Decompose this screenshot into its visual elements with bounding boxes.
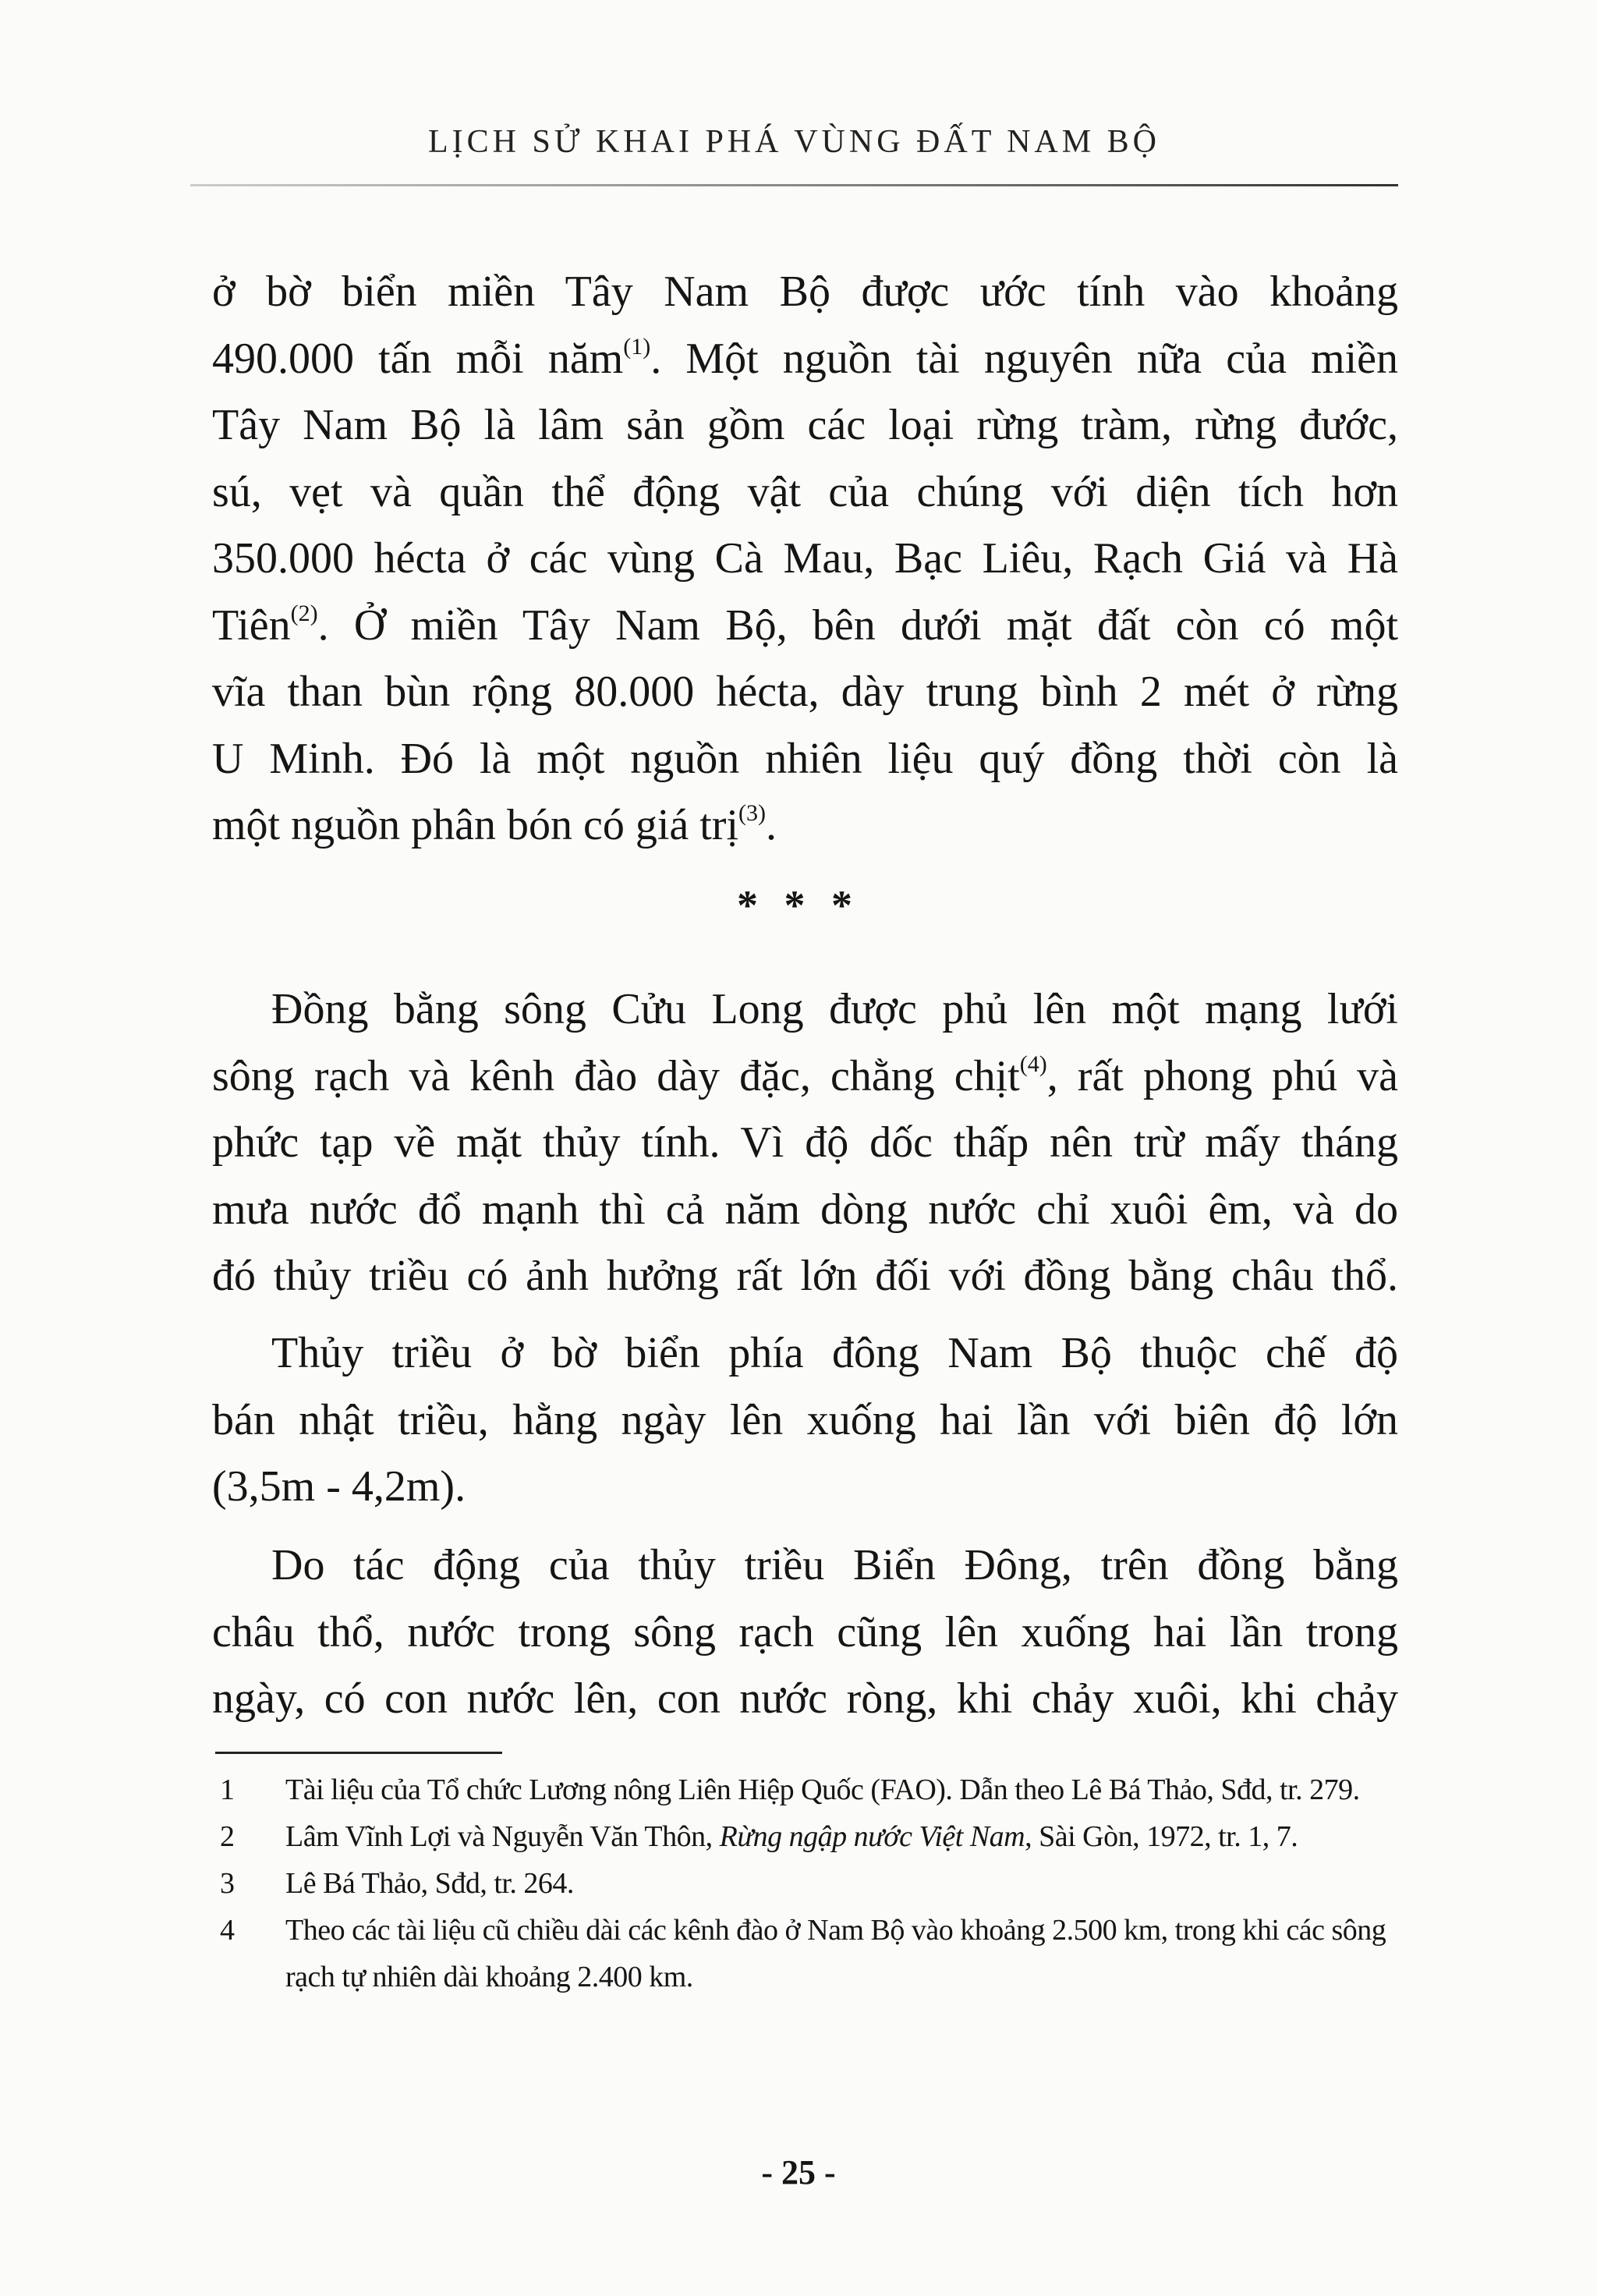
- footnote-text: [285, 1813, 1398, 1860]
- text-line: [212, 326, 1398, 393]
- text-run: sông rạch và kênh đào dày đặc, chằng chịt: [212, 1051, 1020, 1100]
- footnote-rule: [215, 1752, 502, 1754]
- footnote-text: [285, 1766, 1398, 1813]
- text-run: Tây Nam Bộ là lâm sản gồm các loại rừng tràm, rừng đước,: [212, 401, 1398, 449]
- page-number: - 25 -: [761, 2153, 836, 2191]
- paragraph: [212, 976, 1398, 1310]
- text-run: .: [766, 801, 777, 849]
- text-line: [212, 1666, 1398, 1733]
- footnote: [220, 1860, 1398, 1907]
- text-run: vĩa than bùn rộng 80.000 hécta, dày trung bình 2 mét ở rừng: [212, 668, 1398, 716]
- text-run: Do tác động của thủy triều Biển Đông, trên đồng bằng: [271, 1541, 1398, 1589]
- footnote-ref: (3): [738, 800, 766, 826]
- italic-title: Rừng ngập nước Việt Nam: [719, 1820, 1025, 1853]
- footnote-text: [285, 1860, 1398, 1907]
- text-run: ngày, có con nước lên, con nước ròng, khi chảy xuôi, khi chảy: [212, 1674, 1398, 1723]
- text-line: [212, 1043, 1398, 1111]
- text-line: [212, 1243, 1398, 1310]
- footnote-number: 1: [220, 1773, 235, 1806]
- text-run: , Sài Gòn, 1972, tr. 1, 7.: [1025, 1820, 1298, 1853]
- text-run: 490.000 tấn mỗi năm: [212, 334, 624, 383]
- text-run: sú, vẹt và quần thể động vật của chúng với diện tích hơn: [212, 467, 1398, 516]
- text-run: châu thổ, nước trong sông rạch cũng lên xuống hai lần trong: [212, 1607, 1398, 1656]
- text-line: [212, 459, 1398, 526]
- footnote-number: 2: [220, 1820, 235, 1853]
- text-line: [212, 1110, 1398, 1177]
- footnotes: [220, 1766, 1398, 2000]
- text-run: phức tạp về mặt thủy tính. Vì độ dốc thấp nên trừ mấy tháng: [212, 1118, 1398, 1167]
- text-line: [212, 1177, 1398, 1244]
- text-run: (3,5m - 4,2m).: [212, 1462, 466, 1511]
- text-run: Tài liệu của Tổ chức Lương nông Liên Hiệp Quốc (FAO). Dẫn theo Lê Bá Thảo, Sđd, tr. 279.: [285, 1773, 1360, 1806]
- running-header: LỊCH SỬ KHAI PHÁ VÙNG ĐẤT NAM BỘ: [428, 124, 1160, 160]
- text-run: . Ở miền Tây Nam Bộ, bên dưới mặt đất còn có một: [317, 601, 1398, 650]
- text-run: đó thủy triều có ảnh hưởng rất lớn đối với đồng bằng châu thổ.: [212, 1252, 1398, 1300]
- footnote-text: [285, 1907, 1398, 2000]
- text-line: [212, 1600, 1398, 1667]
- text-line: [212, 593, 1398, 660]
- text-line: [212, 1320, 1398, 1387]
- text-run: . Một nguồn tài nguyên nữa của miền: [650, 334, 1398, 383]
- text-run: U Minh. Đó là một nguồn nhiên liệu quý đồng thời còn là: [212, 734, 1398, 783]
- text-run: , rất phong phú và: [1046, 1051, 1398, 1100]
- footnote-ref: (1): [623, 333, 651, 360]
- footnote: [220, 1813, 1398, 1860]
- text-line: [212, 1454, 1398, 1521]
- paragraph: [212, 1532, 1398, 1733]
- text-line: [212, 259, 1398, 326]
- text-run: 350.000 hécta ở các vùng Cà Mau, Bạc Liêu, Rạch Giá và Hà: [212, 534, 1398, 583]
- footnote: [220, 1907, 1398, 2000]
- text-run: Theo các tài liệu cũ chiều dài các kênh đào ở Nam Bộ vào khoảng 2.500 km, trong khi các sông rạch tự nhiên dài khoảng 2.400 km.: [285, 1914, 1386, 1993]
- text-line: [212, 1387, 1398, 1454]
- text-line: [212, 792, 1398, 859]
- text-run: Thủy triều ở bờ biển phía đông Nam Bộ thuộc chế độ: [271, 1329, 1398, 1377]
- footnote-number: 3: [220, 1867, 235, 1900]
- text-line: [212, 392, 1398, 459]
- text-line: [212, 659, 1398, 726]
- text-run: một nguồn phân bón có giá trị: [212, 801, 739, 849]
- text-line: [212, 526, 1398, 593]
- text-run: bán nhật triều, hằng ngày lên xuống hai lần với biên độ lớn: [212, 1395, 1398, 1444]
- text-line: [212, 726, 1398, 793]
- text-run: Lê Bá Thảo, Sđd, tr. 264.: [285, 1867, 574, 1900]
- text-run: mưa nước đổ mạnh thì cả năm dòng nước chỉ xuôi êm, và do: [212, 1185, 1398, 1234]
- section-break: * * *: [737, 882, 860, 929]
- footnote-number: 4: [220, 1914, 235, 1947]
- text-run: Đồng bằng sông Cửu Long được phủ lên một mạng lưới: [271, 985, 1398, 1033]
- footnote: [220, 1766, 1398, 1813]
- paragraph: [212, 259, 1398, 859]
- paragraph: [212, 1320, 1398, 1521]
- text-run: ở bờ biển miền Tây Nam Bộ được ước tính vào khoảng: [212, 268, 1398, 316]
- footnote-ref: (4): [1019, 1051, 1047, 1077]
- text-run: Lâm Vĩnh Lợi và Nguyễn Văn Thôn,: [285, 1820, 720, 1853]
- text-run: Tiên: [212, 601, 291, 650]
- text-line: [212, 1532, 1398, 1600]
- header-rule: [190, 184, 1398, 186]
- text-line: [212, 976, 1398, 1043]
- footnote-ref: (2): [290, 600, 318, 626]
